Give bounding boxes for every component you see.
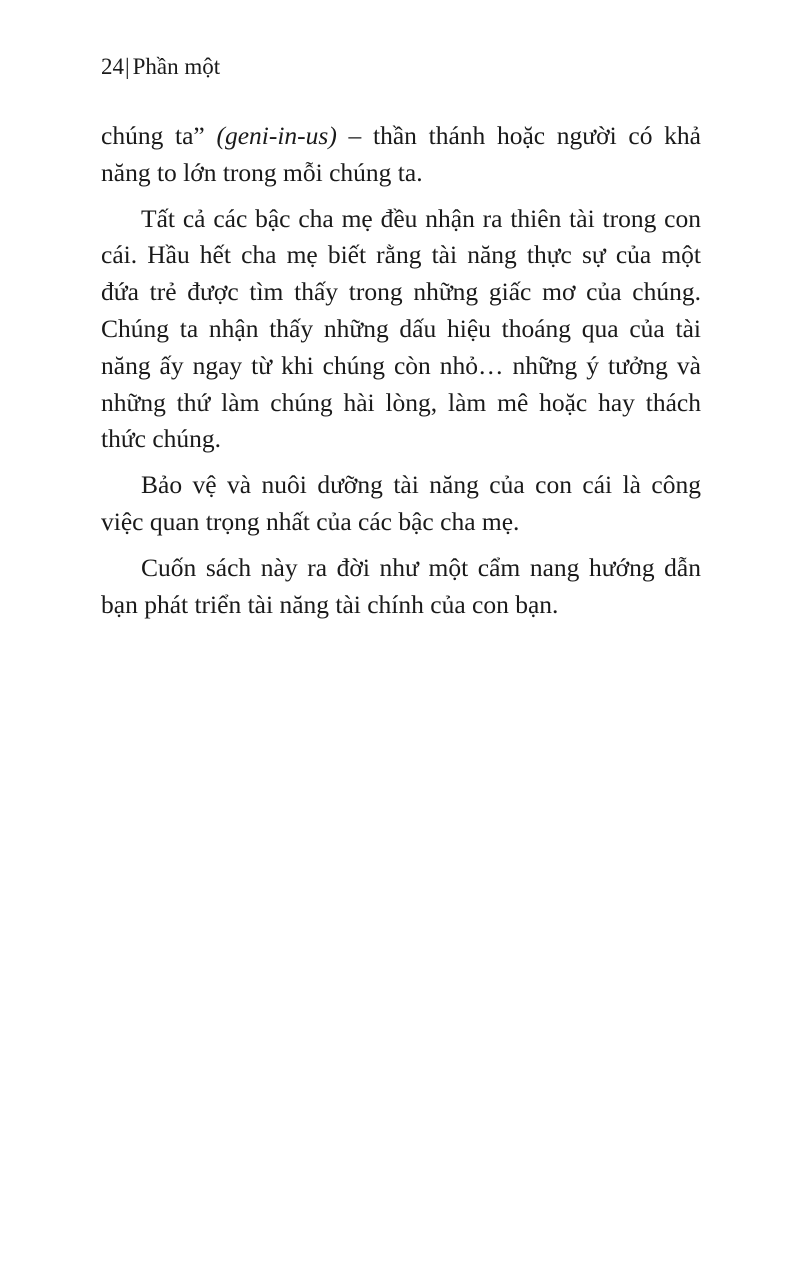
text-line: Tất cả các bậc cha mẹ đều nhận ra thiên tài trong con [141, 203, 701, 233]
text-line: đứa trẻ được tìm thấy trong những giấc mơ của chúng. [101, 277, 701, 307]
text-line: năng ấy ngay từ khi chúng còn nhỏ… những ý tưởng và [101, 350, 701, 380]
paragraph-2 [101, 201, 701, 459]
page-number: 24 [101, 54, 124, 79]
text-line: những thứ làm chúng hài lòng, làm mê hoặc hay thách [101, 387, 701, 417]
running-head [101, 52, 220, 82]
text-run: – thần thánh hoặc người có khả [336, 121, 701, 150]
text-line: bạn phát triển tài năng tài chính của con bạn. [101, 589, 559, 619]
text-run: chúng ta” [101, 121, 217, 150]
italic-term: (geni-in-us) [216, 121, 337, 150]
text-line: cái. Hầu hết cha mẹ biết rằng tài năng thực sự của một [101, 240, 701, 270]
header-separator: | [125, 54, 130, 79]
body-text [101, 118, 701, 632]
paragraph-4 [101, 550, 701, 624]
text-line: Chúng ta nhận thấy những dấu hiệu thoáng qua của tài [101, 313, 701, 343]
text-line: Cuốn sách này ra đời như một cẩm nang hướng dẫn [141, 552, 701, 582]
text-line [101, 118, 701, 155]
text-line: Bảo vệ và nuôi dưỡng tài năng của con cái là công [141, 470, 701, 500]
paragraph-1 [101, 118, 701, 192]
section-title: Phần một [132, 54, 221, 79]
paragraph-3 [101, 467, 701, 541]
text-line: năng to lớn trong mỗi chúng ta. [101, 157, 423, 187]
text-line: việc quan trọng nhất của các bậc cha mẹ. [101, 506, 520, 536]
text-line: thức chúng. [101, 424, 222, 454]
